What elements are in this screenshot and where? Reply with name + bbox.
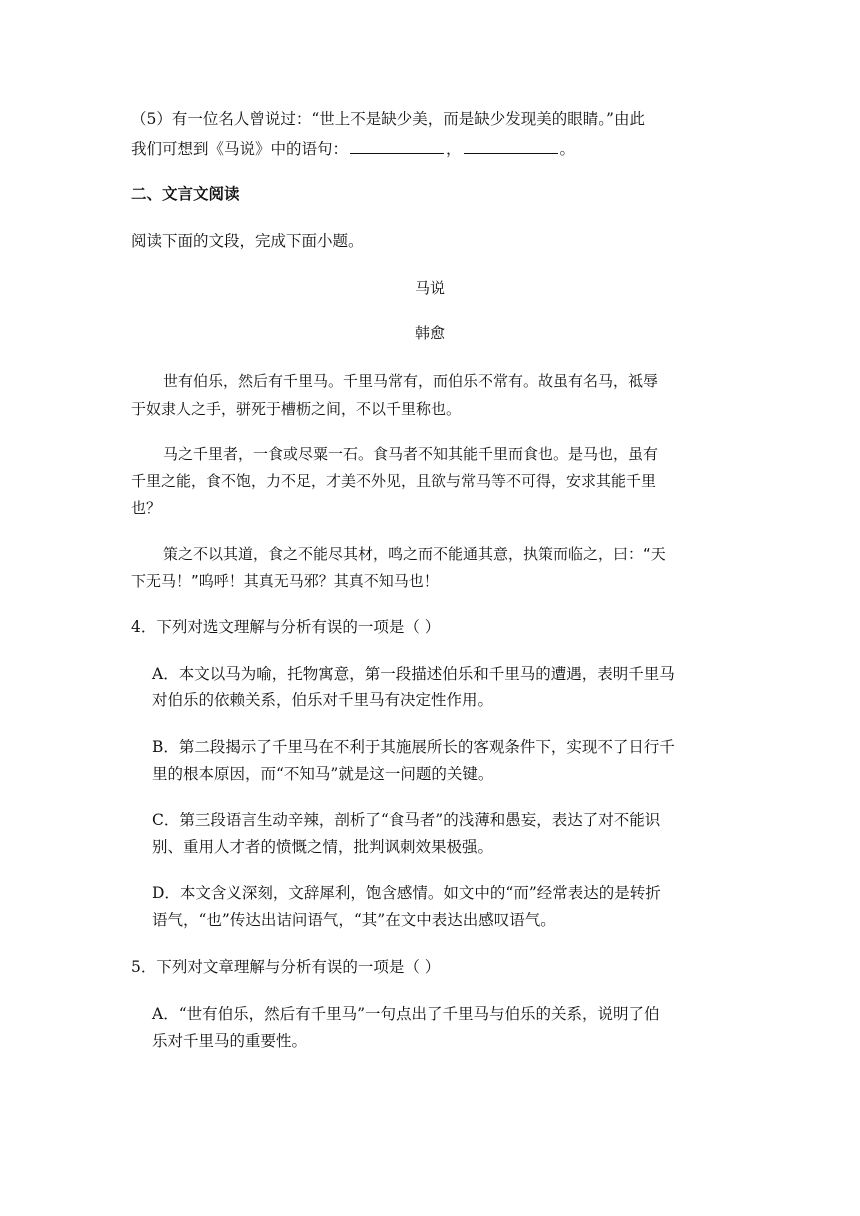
question-5-fill-line2 <box>131 139 575 159</box>
article-p3-line2: 下无马！”呜呼！其真无马邪？其真不知马也！ <box>131 572 439 590</box>
q4-option-d-line1: D．本文含义深刻，文辞犀利，饱含感情。如文中的“而”经常表达的是转折 <box>152 884 661 902</box>
q4-option-a-line1: A．本文以马为喻，托物寓意，第一段描述伯乐和千里马的遭遇，表明千里马 <box>152 665 675 683</box>
article-p1-line2: 于奴隶人之手，骈死于槽枥之间，不以千里称也。 <box>131 400 462 418</box>
question-5-fill-prefix: 我们可想到《马说》中的语句： <box>131 140 349 158</box>
answer-blank-1[interactable] <box>350 139 444 154</box>
article-p2-line1: 马之千里者，一食或尽粟一石。食马者不知其能千里而食也。是马也，虽有 <box>163 445 659 463</box>
q4-option-d-line2: 语气，“也”传达出诘问语气，“其”在文中表达出感叹语气。 <box>152 911 556 929</box>
article-title: 马说 <box>414 279 445 297</box>
q4-option-c-line2: 别、重用人才者的愤慨之情，批判讽刺效果极强。 <box>152 838 494 856</box>
end-mark: 。 <box>559 140 576 158</box>
article-p3-line1: 策之不以其道，食之不能尽其材，鸣之而不能通其意，执策而临之，曰：“天 <box>163 545 666 563</box>
question-5-stem: 5．下列对文章理解与分析有误的一项是（ ） <box>131 958 441 976</box>
article-p1-line1: 世有伯乐，然后有千里马。千里马常有，而伯乐不常有。故虽有名马，祗辱 <box>163 372 659 390</box>
q4-option-b-line2: 里的根本原因，而“不知马”就是这一问题的关键。 <box>152 765 494 783</box>
section-title: 二、文言文阅读 <box>131 184 240 203</box>
q4-option-c-line1: C．第三段语言生动辛辣，剖析了“食马者”的浅薄和愚妄，表达了对不能识 <box>152 811 661 829</box>
question-5-fill-line1: （5）有一位名人曾说过：“世上不是缺少美，而是缺少发现美的眼睛。”由此 <box>131 110 645 128</box>
q5-option-a-line1: A．“世有伯乐，然后有千里马”一句点出了千里马与伯乐的关系，说明了伯 <box>152 1005 660 1023</box>
article-p2-line2: 千里之能，食不饱，力不足，才美不外见，且欲与常马等不可得，安求其能千里 <box>131 472 657 490</box>
q4-option-b-line1: B．第二段揭示了千里马在不利于其施展所长的客观条件下，实现不了日行千 <box>152 738 675 756</box>
instruction: 阅读下面的文段，完成下面小题。 <box>131 232 364 250</box>
q4-option-a-line2: 对伯乐的依赖关系，伯乐对千里马有决定性作用。 <box>152 691 494 709</box>
separator: ， <box>446 140 462 158</box>
q5-option-a-line2: 乐对千里马的重要性。 <box>152 1032 308 1050</box>
article-p2-line3: 也？ <box>131 499 162 517</box>
answer-blank-2[interactable] <box>464 139 558 154</box>
question-4-stem: 4．下列对选文理解与分析有误的一项是（ ） <box>131 618 441 636</box>
article-author: 韩愈 <box>414 324 445 342</box>
